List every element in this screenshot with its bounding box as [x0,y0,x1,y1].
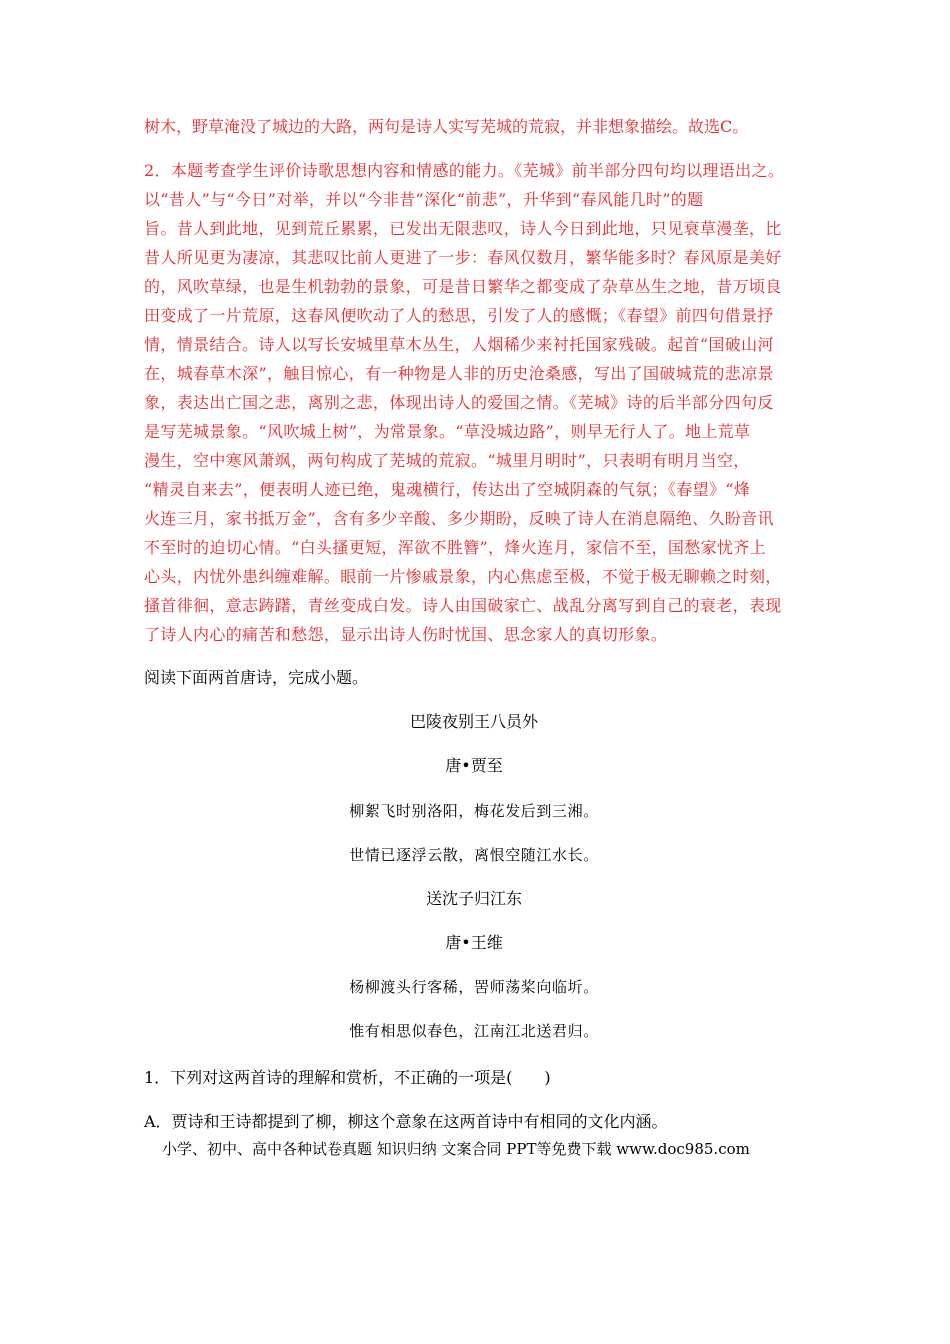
answer-tail: 树木，野草淹没了城边的大路，两句是诗人实写芜城的荒寂，并非想象描绘。故选C。 [144,117,749,136]
analysis-line: 昔人所见更为凄凉，其悲叹比前人更进了一步：春风仅数月，繁华能多时？春风原是美好 [144,248,782,267]
analysis-line: 不至时的迫切心情。“白头搔更短，浑欲不胜簪”，烽火连月，家信不至，国愁家忧齐上 [144,538,767,557]
analysis-line: 搔首徘徊，意志踌躇，青丝变成白发。诗人由国破家亡、战乱分离写到自己的衰老，表现 [144,596,782,615]
analysis-line: 以“昔人”与“今日”对举，并以“今非昔”深化“前悲”，升华到“春风能几时”的题 [144,190,704,209]
analysis-line: 情，情景结合。诗人以写长安城里草木丛生，人烟稀少来衬托国家残破。起首“国破山河 [144,335,774,354]
analysis-line: 旨。昔人到此地，见到荒丘累累，已发出无限悲叹，诗人今日到此地，只见衰草漫垄，比 [144,219,782,238]
poem-line: 世情已逐浮云散，离恨空随江水长。 [349,846,599,864]
poem-title: 巴陵夜别王八员外 [409,712,538,731]
analysis-line: 是写芜城景象。“风吹城上树”，为常景象。“草没城边路”，则早无行人了。地上荒草 [144,422,751,441]
analysis-line: 了诗人内心的痛苦和愁怨，显示出诗人伤时忧国、思念家人的真切形象。 [144,625,668,644]
analysis-line: 的，风吹草绿，也是生机勃勃的景象，可是昔日繁华之都变成了杂草丛生之地，昔万顷良 [144,277,782,296]
analysis-line: 田变成了一片荒原，这春风便吹动了人的愁思，引发了人的感慨；《春望》前四句借景抒 [144,306,774,325]
analysis-line: 在，城春草木深”，触目惊心，有一种物是人非的历史沧桑感，写出了国破城荒的悲凉景 [144,364,774,383]
analysis-line: 象，表达出亡国之悲，离别之悲，体现出诗人的爱国之情。《芜城》诗的后半部分四句反 [144,393,774,412]
poem-line: 惟有相思似春色，江南江北送君归。 [349,1022,599,1040]
poem-author: 唐•王维 [445,933,503,952]
analysis-line: “精灵自来去”，便表明人迹已绝，鬼魂横行，传达出了空城阴森的气氛；《春望》“烽 [144,480,751,499]
analysis-line: 火连三月，家书抵万金”，含有多少辛酸、多少期盼，反映了诗人在消息隔绝、久盼音讯 [144,509,774,528]
poem-title: 送沈子归江东 [425,889,522,908]
poem-line: 柳絮飞时别洛阳，梅花发后到三湘。 [349,802,599,820]
poem-author: 唐•贾至 [445,756,503,775]
reading-instruction: 阅读下面两首唐诗，完成小题。 [144,668,369,687]
poem-line: 杨柳渡头行客稀，罟师荡桨向临圻。 [349,978,599,996]
analysis-line: 2．本题考查学生评价诗歌思想内容和情感的能力。《芜城》前半部分四句均以理语出之。 [144,161,785,180]
question-1: 1．下列对这两首诗的理解和赏析，不正确的一项是( ) [144,1068,551,1087]
page-footer: 小学、初中、高中各种试卷真题 知识归纳 文案合同 PPT等免费下载 www.doc985.com [162,1140,750,1158]
option-a: A．贾诗和王诗都提到了柳，柳这个意象在这两首诗中有相同的文化内涵。 [144,1112,668,1131]
analysis-line: 心头，内忧外患纠缠难解。眼前一片惨戚景象，内心焦虑至极，不觉于极无聊赖之时刻， [144,567,782,586]
analysis-line: 漫生，空中寒风萧飒，两句构成了芜城的荒寂。“城里月明时”，只表明有明月当空， [144,451,750,470]
